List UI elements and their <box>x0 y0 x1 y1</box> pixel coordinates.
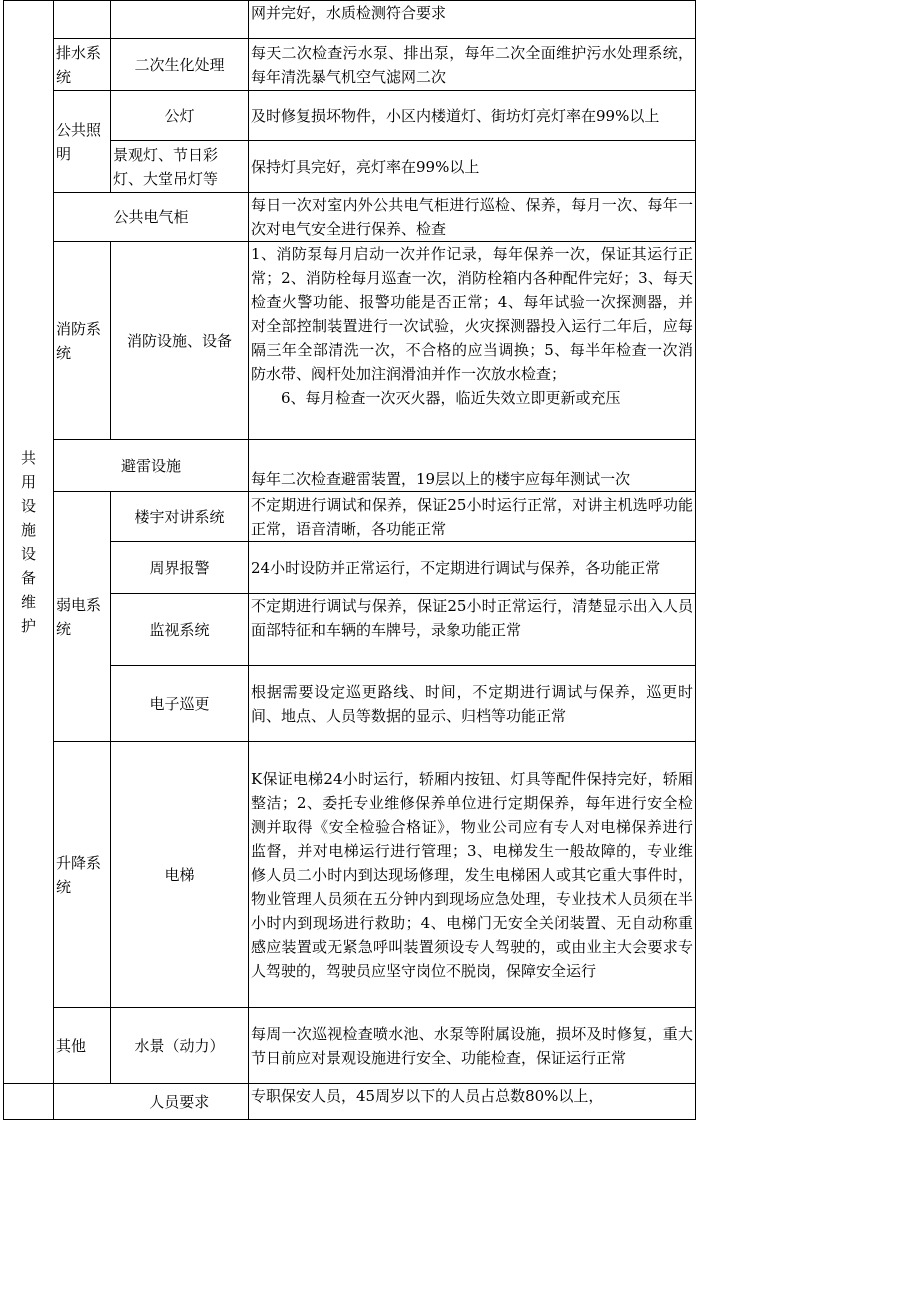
elevator-desc: K保证电梯24小时运行，轿厢内按钮、灯具等配件保持完好，轿厢整洁；2、委托专业维修保养单位进行定期保养，每年进行安全检测并取得《安全检验合格证》，物业公司应有专人对电梯保养进行监督，并对电梯运行进行管理；3、电梯发生一般故障的，专业维修人员二小时内到达现场修理，发生电梯困人或其它重大事件时，物业管理人员须在五分钟内到现场应急处理，专业技术人员须在半小时内到现场进行救助；4、电梯门无安全关闭装置、无自动称重感应装置或无紧急呼叫装置须设专人驾驶的，或由业主大会要求专人驾驶的，驾驶员应坚守岗位不脱岗，保障安全运行 <box>249 742 696 1008</box>
drainage-item: 二次生化处理 <box>111 39 249 91</box>
empty-staff-category-cell <box>54 1084 111 1120</box>
empty-staff-cell <box>4 1084 54 1120</box>
table-row-public-light <box>4 91 696 141</box>
other-item: 水景（动力） <box>111 1008 249 1084</box>
fire-item: 消防设施、设备 <box>111 242 249 440</box>
table-row-fire <box>4 242 696 440</box>
water-check-desc: 网并完好，水质检测符合要求 <box>249 1 696 39</box>
fire-desc-extra: 6、每月检查一次灭火器，临近失效立即更新或充压 <box>281 389 621 407</box>
table-row-intercom <box>4 492 696 542</box>
maintenance-table <box>3 0 696 1120</box>
patrol-item: 电子巡更 <box>111 666 249 742</box>
fire-desc-cell <box>249 242 696 440</box>
intercom-desc: 不定期进行调试和保养，保证25小时运行正常，对讲主机选呼功能正常，语音清晰，各功能正常 <box>249 492 696 542</box>
elevator-item: 电梯 <box>111 742 249 1008</box>
public-light-desc: 及时修复损坏物件，小区内楼道灯、街坊灯亮灯率在99%以上 <box>249 91 696 141</box>
weak-current-category: 弱电系统 <box>54 492 111 742</box>
drainage-category: 排水系统 <box>54 39 111 91</box>
perimeter-desc: 24小时设防并正常运行，不定期进行调试与保养，各功能正常 <box>249 542 696 594</box>
perimeter-item: 周界报警 <box>111 542 249 594</box>
table-row-cabinet <box>4 193 696 242</box>
lightning-item: 避雷设施 <box>54 440 249 492</box>
other-category: 其他 <box>54 1008 111 1084</box>
cabinet-item: 公共电气柜 <box>54 193 249 242</box>
patrol-desc: 根据需要设定巡更路线、时间，不定期进行调试与保养，巡更时间、地点、人员等数据的显示、归档等功能正常 <box>249 666 696 742</box>
table-row-staff <box>4 1084 696 1120</box>
lightning-desc: 每年二次检查避雷装置，19层以上的楼宇应每年测试一次 <box>249 440 696 492</box>
table-row-drainage <box>4 39 696 91</box>
public-light-item: 公灯 <box>111 91 249 141</box>
fire-category: 消防系统 <box>54 242 111 440</box>
cabinet-desc: 每日一次对室内外公共电气柜进行巡检、保养，每月一次、每年一次对电气安全进行保养、检查 <box>249 193 696 242</box>
table-row-elevator <box>4 742 696 1008</box>
monitor-item: 监视系统 <box>111 594 249 666</box>
intercom-item: 楼宇对讲系统 <box>111 492 249 542</box>
staff-item: 人员要求 <box>111 1084 249 1120</box>
other-desc: 每周一次巡视检查喷水池、水泵等附属设施，损坏及时修复，重大节日前应对景观设施进行安全、功能检查，保证运行正常 <box>249 1008 696 1084</box>
public-light-category: 公共照明 <box>54 91 111 193</box>
drainage-desc: 每天二次检查污水泵、排出泵，每年二次全面维护污水处理系统，每年清洗暴气机空气滤网二次 <box>249 39 696 91</box>
table-row-lightning <box>4 440 696 492</box>
table-row-other <box>4 1008 696 1084</box>
landscape-light-item: 景观灯、节日彩灯、大堂吊灯等 <box>111 141 249 193</box>
elevator-category: 升降系统 <box>54 742 111 1008</box>
fire-desc: 1、消防泵每月启动一次并作记录，每年保养一次，保证其运行正常；2、消防栓每月巡查一次，消防栓箱内各种配件完好；3、每天检查火警功能、报警功能是否正常；4、每年试验一次探测器，并对全部控制装置进行一次试验，火灾探测器投入运行二年后，应每隔三年全部清洗一次，不合格的应当调换；5、每半年检查一次消防水带、阀杆处加注润滑油并作一次放水检查； <box>251 245 693 383</box>
table-row-water-check <box>4 1 696 39</box>
monitor-desc: 不定期进行调试与保养，保证25小时正常运行，清楚显示出入人员面部特征和车辆的车牌号，录象功能正常 <box>249 594 696 666</box>
empty-category-cell <box>54 1 111 39</box>
empty-item-cell <box>111 1 249 39</box>
staff-desc: 专职保安人员，45周岁以下的人员占总数80%以上， <box>249 1084 696 1120</box>
section-label: 共用设施设备维护 <box>20 449 36 635</box>
section-label-cell <box>4 1 54 1084</box>
landscape-light-desc: 保持灯具完好，亮灯率在99%以上 <box>249 141 696 193</box>
